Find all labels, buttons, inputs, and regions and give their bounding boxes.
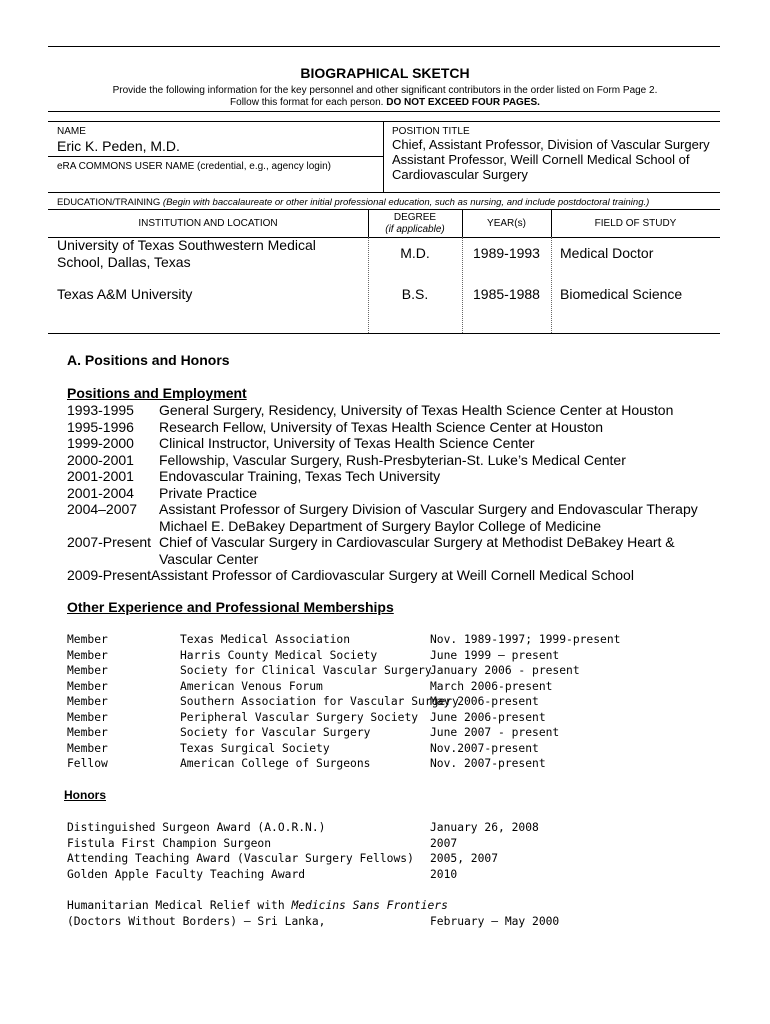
- instructions-line-1: Provide the following information for the key personnel and other significant contributors in the order listed on Form Page 2.: [112, 85, 658, 96]
- position-years: 1999-2000: [67, 435, 134, 451]
- humanitarian-line-2: (Doctors Without Borders) – Sri Lanka,: [67, 914, 326, 928]
- position-title-line-2: Assistant Professor, Weill Cornell Medical School of: [392, 152, 690, 167]
- honor-award: Fistula First Champion Surgeon: [67, 836, 272, 850]
- education-label-prefix: EDUCATION/TRAINING: [57, 197, 163, 208]
- membership-date: Nov.2007-present: [430, 741, 539, 755]
- membership-role: Member: [67, 648, 108, 662]
- membership-org: Texas Medical Association: [180, 633, 351, 646]
- position-years: 1993-1995: [67, 402, 134, 418]
- position-text: Clinical Instructor, University of Texas Health Science Center: [159, 435, 535, 451]
- instructions-line-2: [0, 97, 770, 108]
- education-label: [57, 197, 649, 208]
- position-text: Assistant Professor of Cardiovascular Surgery at Weill Cornell Medical School: [151, 567, 634, 583]
- membership-org: Peripheral Vascular Surgery Society: [180, 710, 419, 724]
- education-header-top-rule: [48, 209, 720, 210]
- education-instructions: (Begin with baccalaureate or other initial professional education, such as nursing, and include postdoctoral training.): [162, 197, 650, 208]
- membership-role: Fellow: [67, 757, 108, 770]
- membership-date: June 2006-present: [430, 710, 546, 724]
- position-years: 2007-Present: [67, 534, 152, 550]
- position-years: 2009-Present: [67, 567, 152, 583]
- edu-row-1-institution-line-1: University of Texas Southwestern Medical: [57, 237, 316, 253]
- membership-date: June 2007 - present: [430, 726, 560, 739]
- name-label: NAME: [57, 126, 86, 137]
- honor-date: January 26, 2008: [430, 821, 539, 834]
- position-text: General Surgery, Residency, University of Texas Health Science Center at Houston: [159, 402, 674, 418]
- membership-org: American Venous Forum: [180, 679, 323, 693]
- membership-date: June 1999 – present: [430, 648, 560, 662]
- humanitarian-line-1: [67, 898, 448, 914]
- position-years: 2001-2001: [67, 468, 134, 484]
- membership-role: Member: [67, 633, 108, 646]
- position-title-label: POSITION TITLE: [392, 126, 470, 137]
- membership-date: March 2006-present: [430, 679, 553, 693]
- membership-role: Member: [67, 695, 108, 708]
- honor-date: 2007: [430, 836, 458, 850]
- name-block-bottom-rule: [48, 192, 720, 193]
- membership-role: Member: [67, 741, 108, 755]
- honor-award: Distinguished Surgeon Award (A.O.R.N.): [67, 821, 326, 834]
- membership-org: Southern Association for Vascular Surgery: [180, 695, 459, 708]
- instructions-limit-warning: DO NOT EXCEED FOUR PAGES.: [386, 97, 540, 108]
- edu-row-2-field: Biomedical Science: [560, 286, 683, 302]
- name-block-top-rule: [48, 111, 720, 112]
- header-institution: INSTITUTION AND LOCATION: [138, 218, 278, 229]
- membership-org: Society for Vascular Surgery: [180, 726, 371, 739]
- position-text: Assistant Professor of Surgery Division of Vascular Surgery and Endovascular Therapy: [159, 501, 698, 517]
- honor-date: 2010: [430, 867, 458, 881]
- edu-row-1-years: 1989-1993: [473, 245, 540, 261]
- membership-role: Member: [67, 726, 108, 739]
- person-name: Eric K. Peden, M.D.: [57, 138, 180, 154]
- name-block-inner-top-rule: [48, 121, 720, 122]
- membership-date: May 2006-present: [430, 695, 539, 708]
- membership-date: January 2006 - present: [430, 664, 580, 677]
- name-block-divider: [383, 121, 384, 192]
- humanitarian-prefix: Humanitarian Medical Relief with: [67, 899, 292, 912]
- edu-row-2-institution-line-1: Texas A&M University: [57, 286, 193, 302]
- position-text: Research Fellow, University of Texas Health Science Center at Houston: [159, 418, 604, 435]
- edu-row-1-degree: M.D.: [400, 245, 430, 261]
- membership-role: Member: [67, 664, 108, 677]
- honor-date: 2005, 2007: [430, 852, 499, 865]
- era-commons-label: eRA COMMONS USER NAME (credential, e.g., agency login): [57, 161, 331, 172]
- position-text: Vascular Center: [159, 550, 259, 567]
- edu-row-1-field: Medical Doctor: [560, 245, 654, 261]
- position-text: Michael E. DeBakey Department of Surgery Baylor College of Medicine: [159, 517, 601, 534]
- header-degree-note: (if applicable): [385, 224, 445, 235]
- top-rule: [48, 46, 720, 47]
- other-experience-heading: Other Experience and Professional Memberships: [67, 599, 394, 615]
- honor-award: Golden Apple Faculty Teaching Award: [67, 867, 306, 881]
- membership-org: American College of Surgeons: [180, 757, 371, 770]
- membership-org: Texas Surgical Society: [180, 741, 330, 755]
- membership-role: Member: [67, 679, 108, 693]
- honors-heading: Honors: [64, 788, 106, 802]
- header-field: FIELD OF STUDY: [594, 218, 677, 229]
- header-degree: DEGREE: [393, 212, 437, 223]
- position-years: 2004–2007: [67, 501, 138, 517]
- position-text: Private Practice: [159, 484, 258, 501]
- position-years: 1995-1996: [67, 418, 134, 435]
- honor-award: Attending Teaching Award (Vascular Surgery Fellows): [67, 852, 414, 865]
- position-title-line-3: Cardiovascular Surgery: [392, 167, 528, 182]
- humanitarian-org: Medicins Sans Frontiers: [291, 899, 448, 912]
- position-title-line-1: Chief, Assistant Professor, Division of Vascular Surgery: [392, 137, 710, 152]
- document-title: BIOGRAPHICAL SKETCH: [300, 65, 470, 81]
- edu-row-2-degree: B.S.: [401, 286, 429, 302]
- membership-role: Member: [67, 710, 108, 724]
- education-bottom-rule: [48, 333, 720, 334]
- membership-org: Society for Clinical Vascular Surgery: [180, 664, 432, 677]
- position-text: Fellowship, Vascular Surgery, Rush-Presbyterian-St. Luke’s Medical Center: [159, 451, 626, 468]
- edu-row-2-years: 1985-1988: [473, 286, 540, 302]
- header-years: YEAR(s): [487, 218, 526, 229]
- membership-date: Nov. 1989-1997; 1999-present: [430, 633, 621, 646]
- name-block-mid-rule: [48, 156, 383, 157]
- humanitarian-date: February – May 2000: [430, 914, 560, 928]
- membership-org: Harris County Medical Society: [180, 648, 378, 662]
- education-col-dotted-3: [551, 237, 552, 333]
- position-text: Chief of Vascular Surgery in Cardiovascular Surgery at Methodist DeBakey Heart &: [159, 534, 675, 550]
- edu-row-1-institution-line-2: School, Dallas, Texas: [57, 254, 191, 270]
- position-years: 2000-2001: [67, 451, 134, 468]
- position-text: Endovascular Training, Texas Tech University: [159, 468, 441, 484]
- section-a-heading: A. Positions and Honors: [67, 352, 230, 368]
- positions-heading: Positions and Employment: [67, 385, 247, 401]
- position-years: 2001-2004: [67, 484, 134, 501]
- membership-date: Nov. 2007-present: [430, 757, 546, 770]
- instructions-line-2-prefix: Follow this format for each person.: [230, 97, 387, 108]
